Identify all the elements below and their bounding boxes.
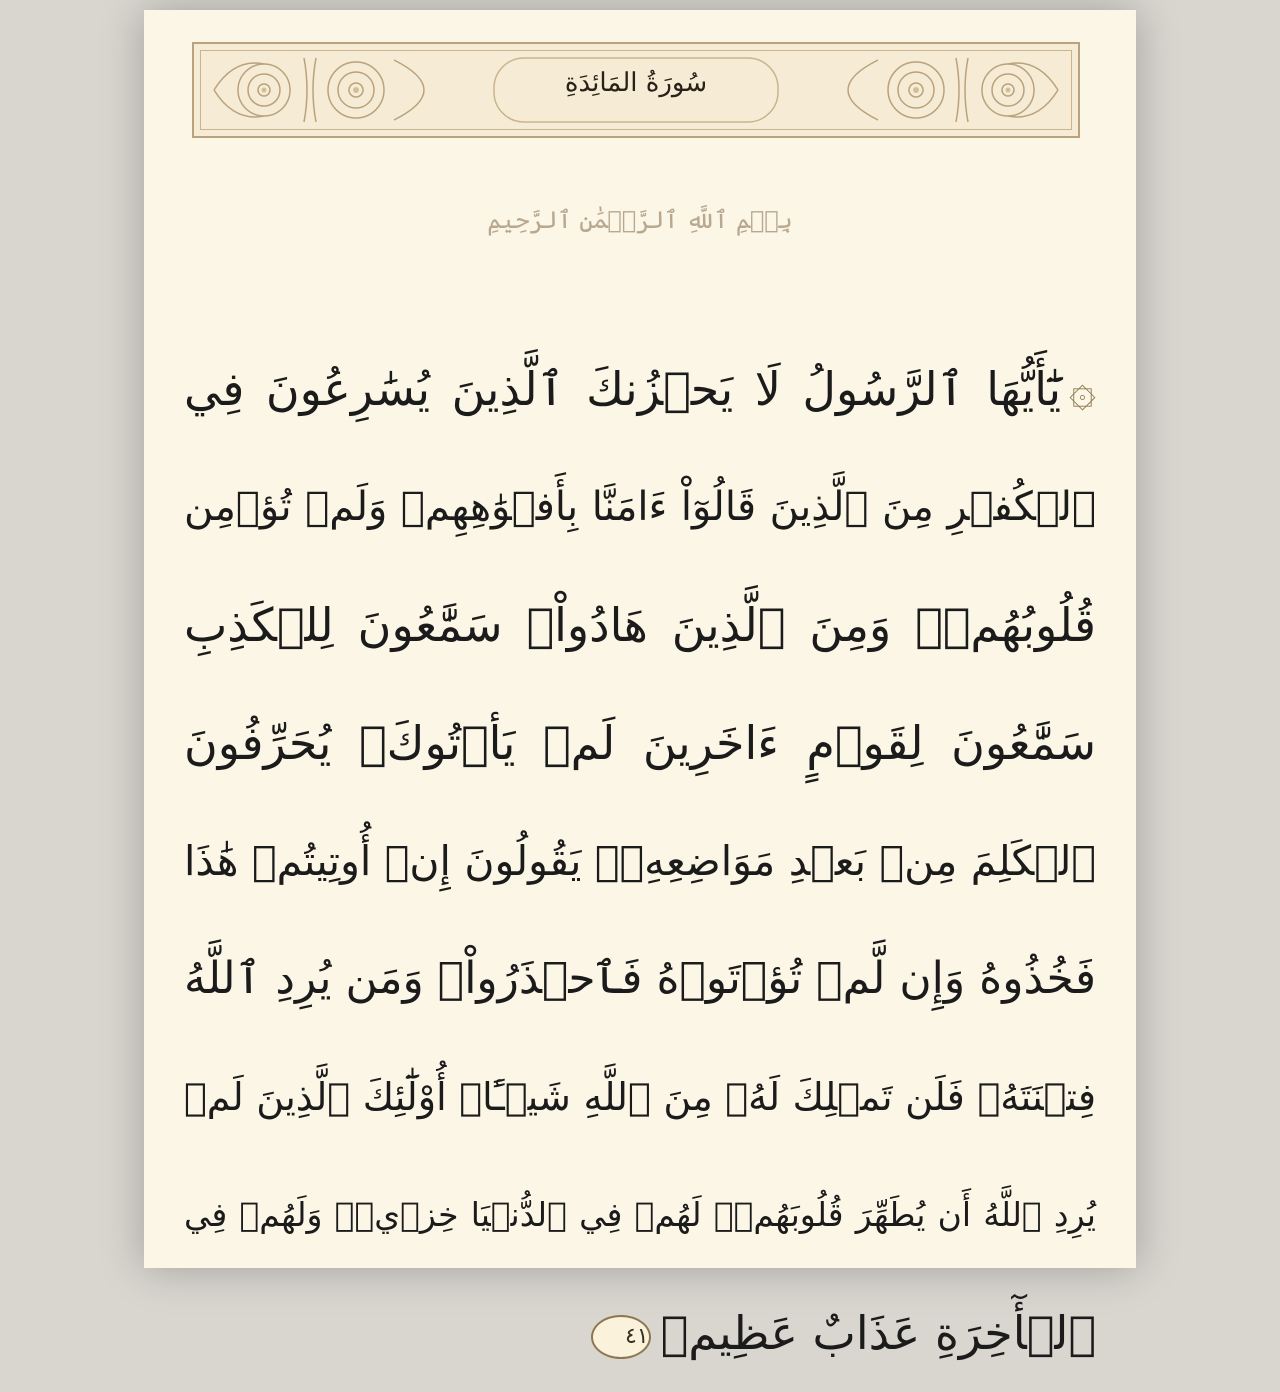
- verse-line: [184, 802, 1096, 920]
- verse-line-text: سَمَّٰعُونَ لِقَوۡمٍ ءَاخَرِينَ لَمۡ يَأۡتُوكَۖ يُحَرِّفُونَ: [184, 716, 1096, 770]
- verse-line-text: يُرِدِ ٱللَّهُ أَن يُطَهِّرَ قُلُوبَهُمۡۚ لَهُمۡ فِي ٱلدُّنۡيَا خِزۡيٞۖ وَلَهُمۡ فِي: [184, 1195, 1096, 1234]
- mushaf-page: [144, 10, 1136, 1360]
- verse-line-text: ٱلۡكُفۡرِ مِنَ ٱلَّذِينَ قَالُوٓاْ ءَامَنَّا بِأَفۡوَٰهِهِمۡ وَلَمۡ تُؤۡمِن: [184, 484, 1096, 530]
- verse-line-text: ٱلۡكَلِمَ مِنۢ بَعۡدِ مَوَاضِعِهِۦۖ يَقُولُونَ إِنۡ أُوتِيتُمۡ هَٰذَا: [184, 837, 1096, 885]
- verse-line-text: ٱلۡأٓخِرَةِ عَذَابٌ عَظِيمٞ: [660, 1306, 1096, 1360]
- ayah-number-badge: ٤١: [591, 1315, 651, 1359]
- verse-line-text: فَخُذُوهُ وَإِن لَّمۡ تُؤۡتَوۡهُ فَٱحۡذَرُواْۚ وَمَن يُرِدِ ٱللَّهُ: [184, 953, 1096, 1004]
- verse-line: [184, 566, 1096, 684]
- verse-line: [184, 330, 1096, 448]
- surah-title: سُورَةُ المَائِدَةِ: [564, 68, 708, 98]
- verse-line-text: فِتۡنَتَهُۥ فَلَن تَمۡلِكَ لَهُۥ مِنَ ٱللَّهِ شَيۡـًٔاۚ أُوْلَٰٓئِكَ ٱلَّذِينَ لَمۡ: [184, 1075, 1096, 1119]
- verse-line: [184, 1038, 1096, 1156]
- verse-line: [184, 920, 1096, 1038]
- basmala: بِسۡمِ ٱللَّهِ ٱلرَّحۡمَٰنِ ٱلرَّحِيمِ: [487, 206, 793, 234]
- verse-line: [184, 684, 1096, 802]
- verse-line: [184, 448, 1096, 566]
- verse-line-text: يَٰٓأَيُّهَا ٱلرَّسُولُ لَا يَحۡزُنكَ ٱلَّذِينَ يُسَٰرِعُونَ فِي: [184, 362, 1062, 416]
- verse-text-block: [184, 330, 1096, 1392]
- verse-line-text: قُلُوبُهُمۡۛ وَمِنَ ٱلَّذِينَ هَادُواْۛ سَمَّٰعُونَ لِلۡكَذِبِ: [184, 598, 1096, 652]
- verse-line: [184, 1274, 1096, 1392]
- hizb-marker-icon: ۞: [1069, 362, 1096, 416]
- verse-line: [184, 1156, 1096, 1274]
- surah-header-frame: [192, 42, 1080, 138]
